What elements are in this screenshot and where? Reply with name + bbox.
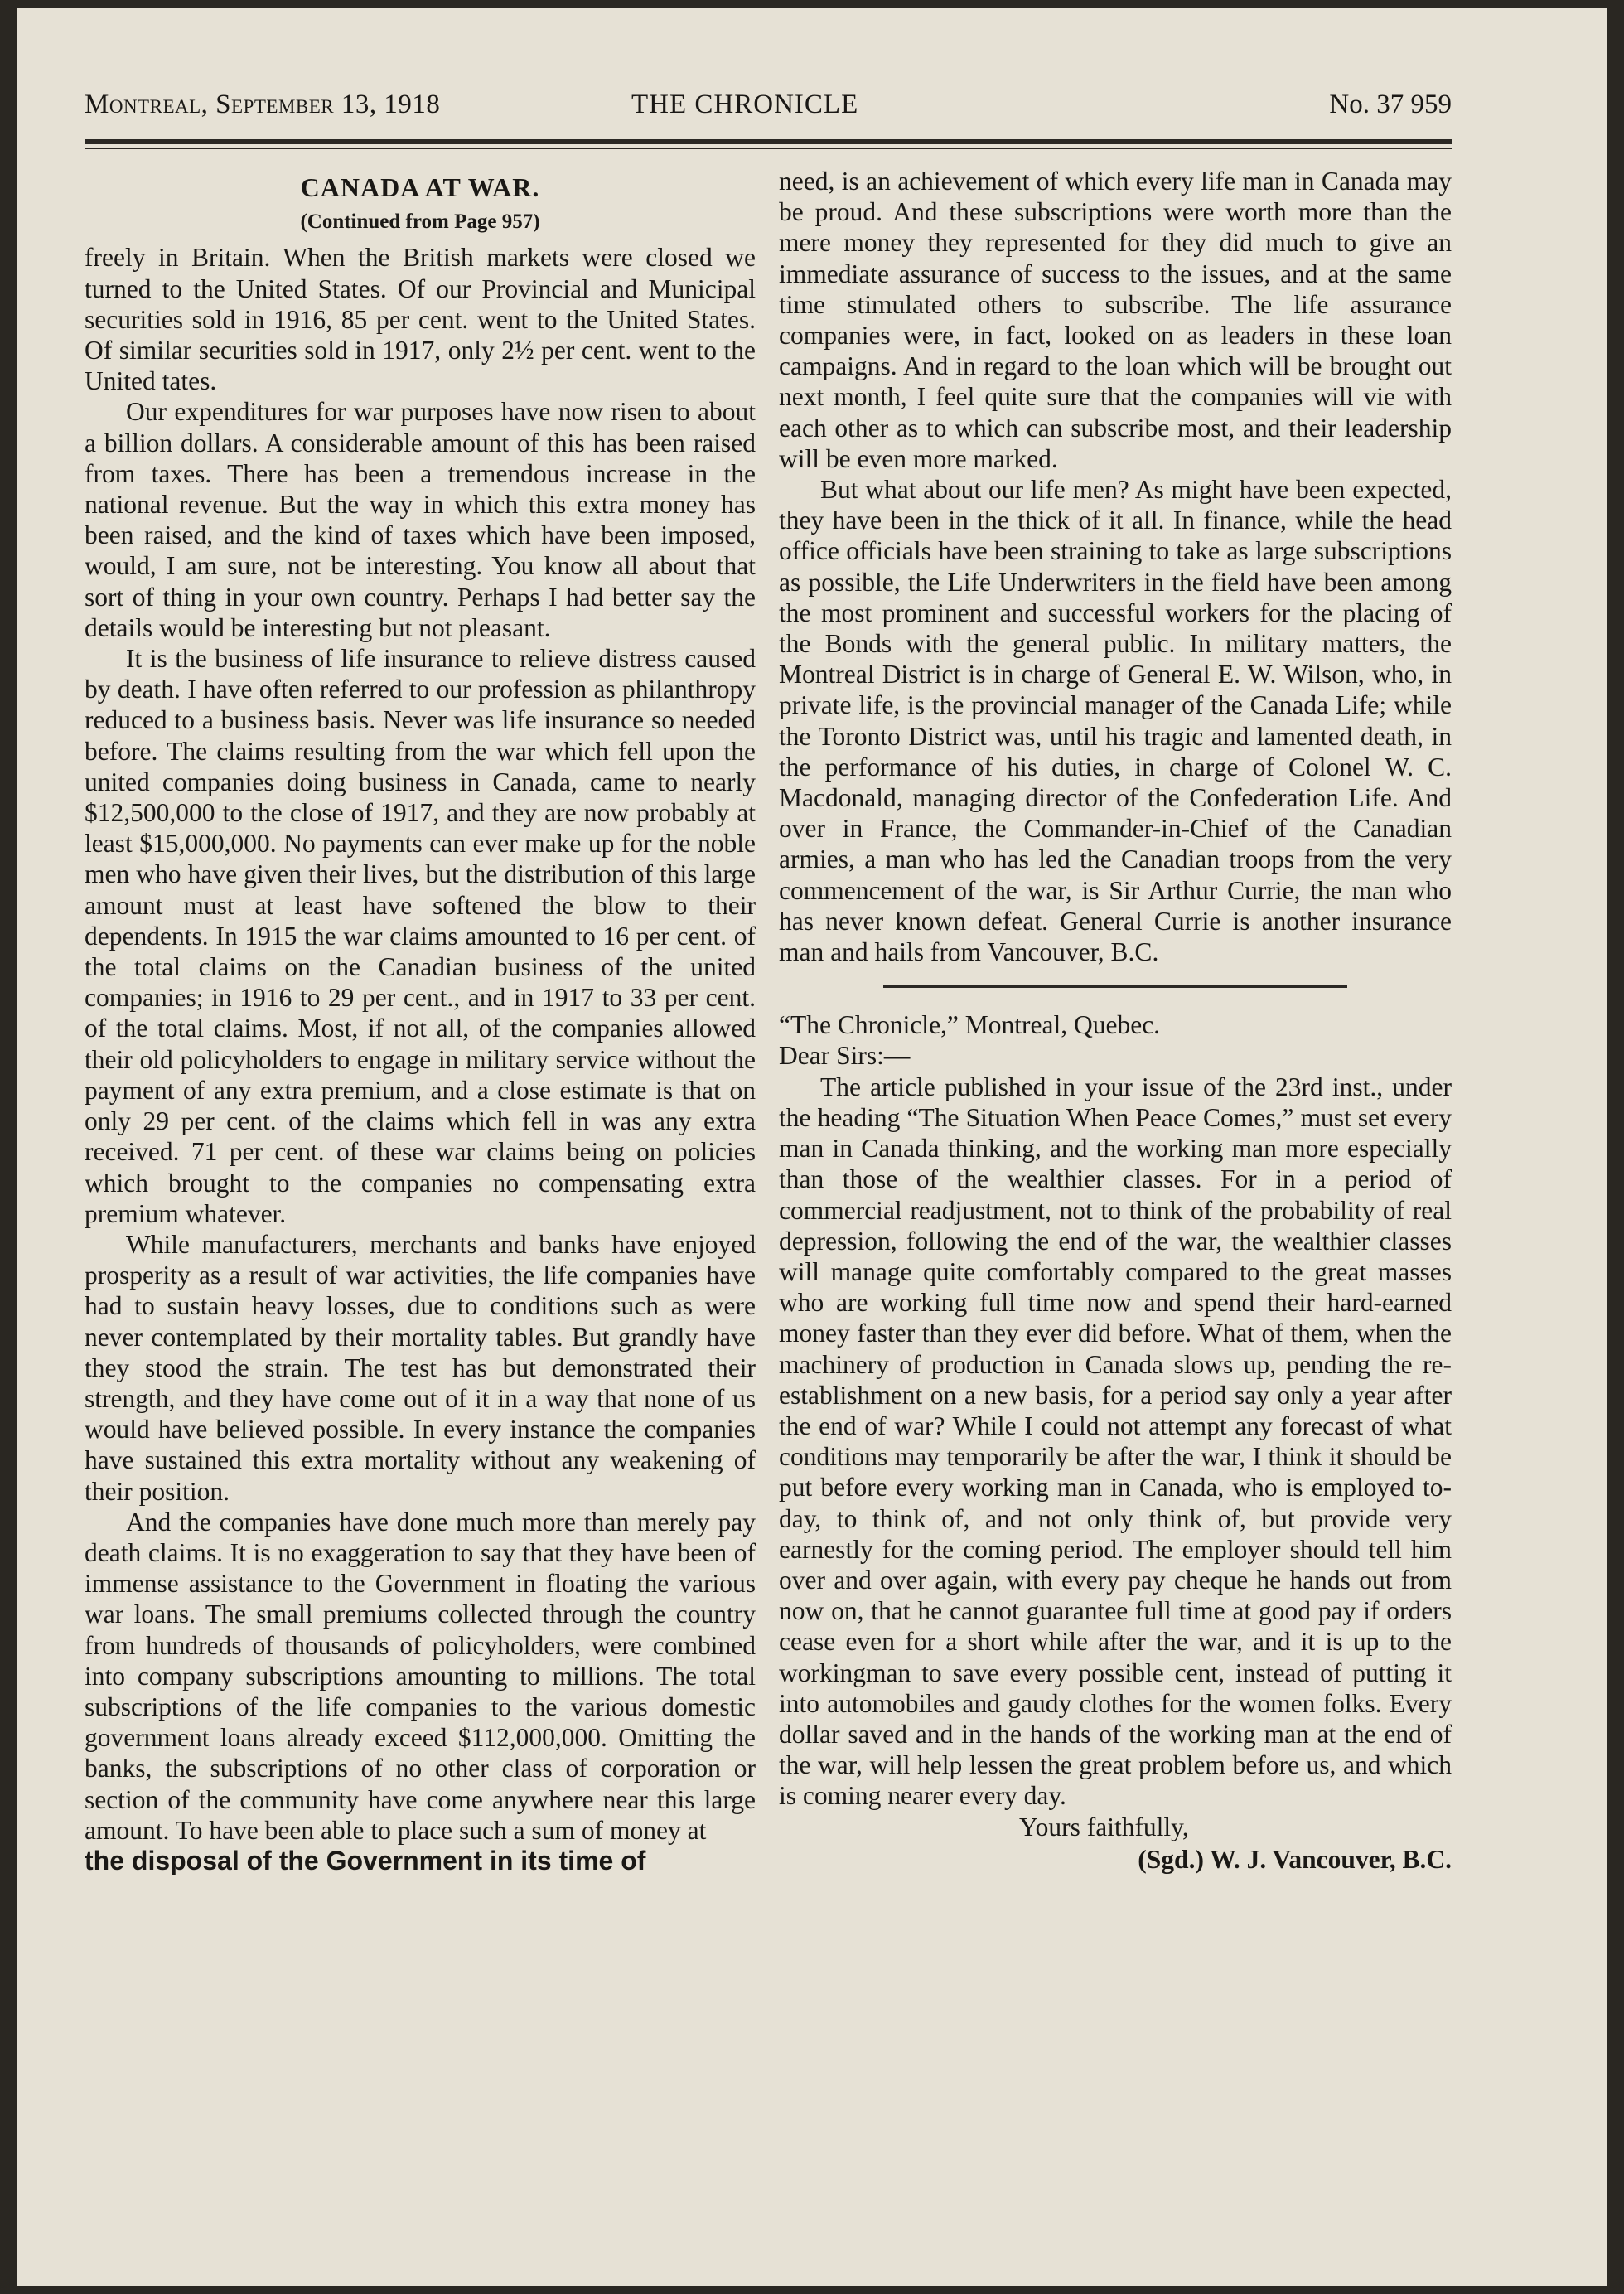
header-dateline: Montreal, September 13, 1918 bbox=[85, 90, 441, 119]
left-column bbox=[85, 166, 756, 1876]
article-paragraph: need, is an achievement of which every life man in Canada may be proud. And these subscriptions were worth more than the mere money they represented for they did much to give an immediate assurance of success to the issues, and at the same time stimulated others to subscribe. The life assurance companies were, in fact, looked on as leaders in these loan campaigns. And in regard to the loan which will be brought out next month, I feel quite sure that the companies will vie with each other as to which can subscribe most, and their leadership will be even more marked. bbox=[779, 167, 1452, 473]
article-paragraph: It is the business of life insurance to relieve distress caused by death. I have often referred to our profession as philanthropy reduced to a business basis. Never was life insurance so needed before. The claims resulting from the war which fell upon the united companies doing business in Canada, came to nearly $12,500,000 to the close of 1917, and they are now probably at least $15,000,000. No payments can ever make up for the noble men who have given their lives, but the distribution of this large amount must at least have softened the blow to their dependents. In 1915 the war claims amounted to 16 per cent. of the total claims on the Canadian business of the united companies; in 1916 to 29 per cent., and in 1917 to 33 per cent. of the total claims. Most, if not all, of the companies allowed their old policyholders to engage in military service without the payment of any extra premium, and a close estimate is that on only 29 per cent. of the claims which fell in was any extra received. 71 per cent. of these war claims being on policies which brought to the companies no compensating extra premium whatever. bbox=[85, 644, 756, 1228]
header-rule-thin bbox=[85, 148, 1452, 149]
section-divider bbox=[883, 985, 1347, 988]
letter-addressee: “The Chronicle,” Montreal, Quebec. bbox=[779, 1010, 1161, 1040]
article-paragraph: Our expenditures for war purposes have now risen to about a billion dollars. A considerable amount of this has been raised from taxes. There has been a tremendous increase in the national revenue. But the way in which this extra money has been raised, and the kind of taxes which have been imposed, would, I am sure, not be interesting. You know all about that sort of thing in your own country. Perhaps I had better say the details would be interesting but not pleasant. bbox=[85, 397, 756, 642]
letter-closing: Yours faithfully, bbox=[1019, 1812, 1189, 1841]
right-column bbox=[779, 166, 1452, 1875]
letter-salutation: Dear Sirs:— bbox=[779, 1041, 911, 1071]
letter-body: The article published in your issue of the 23rd inst., under the heading “The Situation When Peace Comes,” must set every man in Canada thinking, and the working man more especially than those of the wealthier classes. For in a period of commercial readjustment, not to think of the probability of real depression, following the end of the war, the wealthier classes will manage quite comfortably compared to the great masses who are working full time now and spend their hard-earned money faster than they ever did before. What of them, when the machinery of production in Canada slows up, pending the re-establishment on a new basis, for a period say only a year after the end of war? While I could not attempt any forecast of what conditions may temporarily be after the war, I think it should be put before every working man in Canada, who is employed to-day, to think of, and not only think of, but provide very earnestly for the coming period. The employer should tell him over and over again, with every pay cheque he hands out from now on, that he cannot guarantee full time at good pay if orders cease even for a short while after the war, and it is up to the workingman to save every possible cent, instead of putting it into automobiles and gaudy clothes for the women folks. Every dollar saved and in the hands of the working man at the end of the war, will help lessen the great problem before us, and which is coming nearer every day. bbox=[779, 1072, 1452, 1811]
article-title: CANADA AT WAR. bbox=[300, 172, 540, 202]
article-paragraph: While manufacturers, merchants and banks have enjoyed prosperity as a result of war activities, the life companies have had to sustain heavy losses, due to conditions such as were never contemplated by their mortality tables. But grandly have they stood the strain. The test has but demonstrated their strength, and they have come out of it in a way that none of us would have believed possible. In every instance the companies have sustained this extra mortality without any weakening of their position. bbox=[85, 1229, 756, 1506]
newspaper-page bbox=[17, 8, 1607, 2286]
page-header bbox=[85, 90, 1452, 136]
article-paragraph-final-line: the disposal of the Government in its time of bbox=[85, 1845, 646, 1875]
header-rule-thick bbox=[85, 139, 1452, 144]
article-paragraph: freely in Britain. When the British markets were closed we turned to the United States. Of our Provincial and Municipal securities sold in 1916, 85 per cent. went to the United States. Of similar securities sold in 1917, only 2½ per cent. went to the United tates. bbox=[85, 243, 756, 396]
publication-title: THE CHRONICLE bbox=[631, 90, 859, 119]
article-paragraph: But what about our life men? As might have been expected, they have been in the thick of it all. In finance, while the head office officials have been straining to take as large subscriptions as possible, the Life Underwriters in the field have been among the most prominent and successful workers for the placing of the Bonds with the general public. In military matters, the Montreal District is in charge of General E. W. Wilson, who, in private life, is the provincial manager of the Canada Life; while the Toronto District was, until his tragic and lamented death, in the performance of his duties, in charge of Colonel W. C. Macdonald, managing director of the Confederation Life. And over in France, the Commander-in-Chief of the Canadian armies, a man who has led the Canadian troops from the very commencement of the war, is Sir Arthur Currie, the man who has never known defeat. General Currie is another insurance man and hails from Vancouver, B.C. bbox=[779, 475, 1452, 967]
article-paragraph: And the companies have done much more than merely pay death claims. It is no exaggeration to say that they have been of immense assistance to the Government in floating the various war loans. The small premiums collected through the country from hundreds of thousands of policyholders, were combined into company subscriptions amounting to millions. The total subscriptions of the life companies to the various domestic government loans already exceed $112,000,000. Omitting the banks, the subscriptions of no other class of corporation or section of the community have come anywhere near this large amount. To have been able to place such a sum of money at bbox=[85, 1507, 756, 1845]
letter-signature: (Sgd.) W. J. Vancouver, B.C. bbox=[1138, 1844, 1452, 1874]
issue-and-page-number: No. 37 959 bbox=[1329, 90, 1452, 119]
article-continuation-note: (Continued from Page 957) bbox=[300, 211, 540, 234]
